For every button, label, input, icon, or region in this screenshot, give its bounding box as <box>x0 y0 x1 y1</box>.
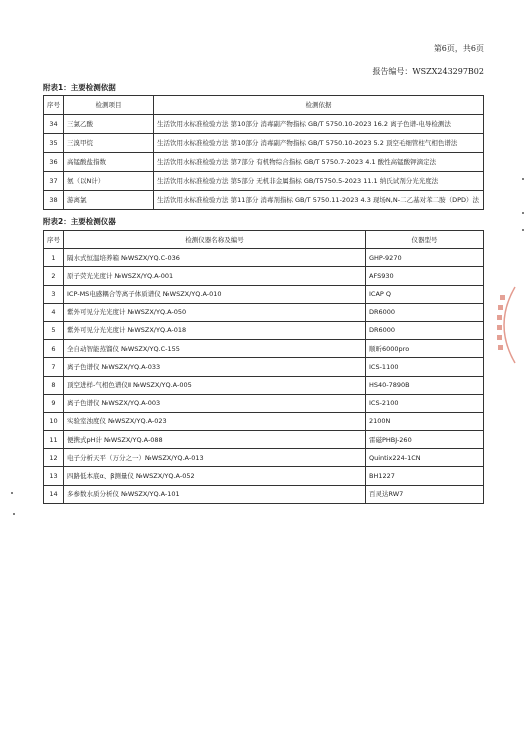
table-row <box>44 172 484 191</box>
table-cell: BH1227 <box>366 467 484 485</box>
col-header-no: 序号 <box>44 96 64 115</box>
table-row <box>44 191 484 210</box>
table-row <box>44 115 484 134</box>
table-cell: 离子色谱仪 №WSZX/YQ.A-033 <box>64 358 366 376</box>
table-cell: 37 <box>44 172 64 191</box>
table-cell: 多参数水质分析仪 №WSZX/YQ.A-101 <box>64 485 366 503</box>
table-cell: 游离氯 <box>64 191 154 210</box>
table-cell: 4 <box>44 303 64 321</box>
table-cell: 生活饮用水标准检验方法 第5部分 无机非金属指标 GB/T5750.5-2023 11.1 纳氏试剂分光光度法 <box>154 172 484 191</box>
table-cell: ICAP Q <box>366 285 484 303</box>
col-header-model: 仪器型号 <box>366 231 484 249</box>
table-row <box>44 303 484 321</box>
table-row <box>44 321 484 339</box>
table-row <box>44 340 484 358</box>
seal-stamp <box>491 285 517 365</box>
table-cell: 11 <box>44 431 64 449</box>
table-cell: 氨（以N计） <box>64 172 154 191</box>
table-row <box>44 467 484 485</box>
table-cell: 12 <box>44 449 64 467</box>
table-cell: 雷磁PHBJ-260 <box>366 431 484 449</box>
table-cell: 便携式pH计 №WSZX/YQ.A-088 <box>64 431 366 449</box>
table-cell: Quintix224-1CN <box>366 449 484 467</box>
table-cell: 1 <box>44 249 64 267</box>
table-cell: HS40-7890B <box>366 376 484 394</box>
page-number: 第6页，共6页 <box>433 44 484 53</box>
table-cell: 5 <box>44 321 64 339</box>
table-row <box>44 412 484 430</box>
table-cell: 3 <box>44 285 64 303</box>
table-row <box>44 358 484 376</box>
table-cell: 紫外可见分光光度计 №WSZX/YQ.A-018 <box>64 321 366 339</box>
table-row <box>44 285 484 303</box>
table-row <box>44 485 484 503</box>
table-cell: 顶空进样-气相色谱仪Ⅱ №WSZX/YQ.A-005 <box>64 376 366 394</box>
table-cell: 14 <box>44 485 64 503</box>
table-cell: 生活饮用水标准检验方法 第10部分 消毒副产物指标 GB/T 5750.10-2023 5.2 顶空毛细管柱气相色谱法 <box>154 134 484 153</box>
table-cell: 顺昕6000pro <box>366 340 484 358</box>
table-cell: 高锰酸盐指数 <box>64 153 154 172</box>
table-cell: 8 <box>44 376 64 394</box>
table-cell: 13 <box>44 467 64 485</box>
table-cell: 38 <box>44 191 64 210</box>
table-cell: 35 <box>44 134 64 153</box>
table-cell: 紫外可见分光光度计 №WSZX/YQ.A-050 <box>64 303 366 321</box>
table-cell: 全自动智能蒸馏仪 №WSZX/YQ.C-155 <box>64 340 366 358</box>
table-cell: 6 <box>44 340 64 358</box>
table-cell: 9 <box>44 394 64 412</box>
table-cell: 三溴甲烷 <box>64 134 154 153</box>
table-cell: 10 <box>44 412 64 430</box>
table-row <box>44 431 484 449</box>
table-cell: 生活饮用水标准检验方法 第10部分 消毒副产物指标 GB/T 5750.10-2023 16.2 离子色谱-电导检测法 <box>154 115 484 134</box>
table-cell: AFS930 <box>366 267 484 285</box>
table-cell: DR6000 <box>366 303 484 321</box>
table-cell: 7 <box>44 358 64 376</box>
table-cell: 生活饮用水标准检验方法 第11部分 消毒剂指标 GB/T 5750.11-2023 4.3 现场N,N-二乙基对苯二胺（DPD）法 <box>154 191 484 210</box>
table-cell: 原子荧光光度计 №WSZX/YQ.A-001 <box>64 267 366 285</box>
test-basis-table <box>43 95 484 210</box>
table-cell: 三氯乙酸 <box>64 115 154 134</box>
table-cell: ICS-1100 <box>366 358 484 376</box>
table-row <box>44 134 484 153</box>
table-cell: 离子色谱仪 №WSZX/YQ.A-003 <box>64 394 366 412</box>
col-header-basis: 检测依据 <box>154 96 484 115</box>
table-row <box>44 267 484 285</box>
scan-mark <box>8 490 18 520</box>
table-cell: 实验室浊度仪 №WSZX/YQ.A-023 <box>64 412 366 430</box>
appendix1-title: 附表1：主要检测依据 <box>43 83 116 92</box>
table-cell: 36 <box>44 153 64 172</box>
table-cell: 百灵达RW7 <box>366 485 484 503</box>
table-row <box>44 394 484 412</box>
scan-mark <box>520 175 526 235</box>
col-header-no: 序号 <box>44 231 64 249</box>
appendix2-title: 附表2：主要检测仪器 <box>43 217 116 226</box>
table-header-row <box>44 96 484 115</box>
table-row <box>44 153 484 172</box>
table-cell: 隔水式恒温培养箱 №WSZX/YQ.C-036 <box>64 249 366 267</box>
table-cell: 生活饮用水标准检验方法 第7部分 有机物综合指标 GB/T 5750.7-2023 4.1 酸性高锰酸钾滴定法 <box>154 153 484 172</box>
table-row <box>44 376 484 394</box>
instrument-table <box>43 230 484 504</box>
table-cell: DR6000 <box>366 321 484 339</box>
table-cell: ICS-2100 <box>366 394 484 412</box>
table-row <box>44 449 484 467</box>
table-header-row <box>44 231 484 249</box>
col-header-item: 检测项目 <box>64 96 154 115</box>
table-row <box>44 249 484 267</box>
table-cell: ICP-MS电感耦合等离子体质谱仪 №WSZX/YQ.A-010 <box>64 285 366 303</box>
table-cell: GHP-9270 <box>366 249 484 267</box>
report-number: 报告编号：WSZX243297B02 <box>372 67 484 76</box>
table-cell: 2 <box>44 267 64 285</box>
table-cell: 34 <box>44 115 64 134</box>
col-header-instrument: 检测仪器名称及编号 <box>64 231 366 249</box>
table-cell: 2100N <box>366 412 484 430</box>
table-cell: 四路低本底α、β测量仪 №WSZX/YQ.A-052 <box>64 467 366 485</box>
table-cell: 电子分析天平（万分之一）№WSZX/YQ.A-013 <box>64 449 366 467</box>
